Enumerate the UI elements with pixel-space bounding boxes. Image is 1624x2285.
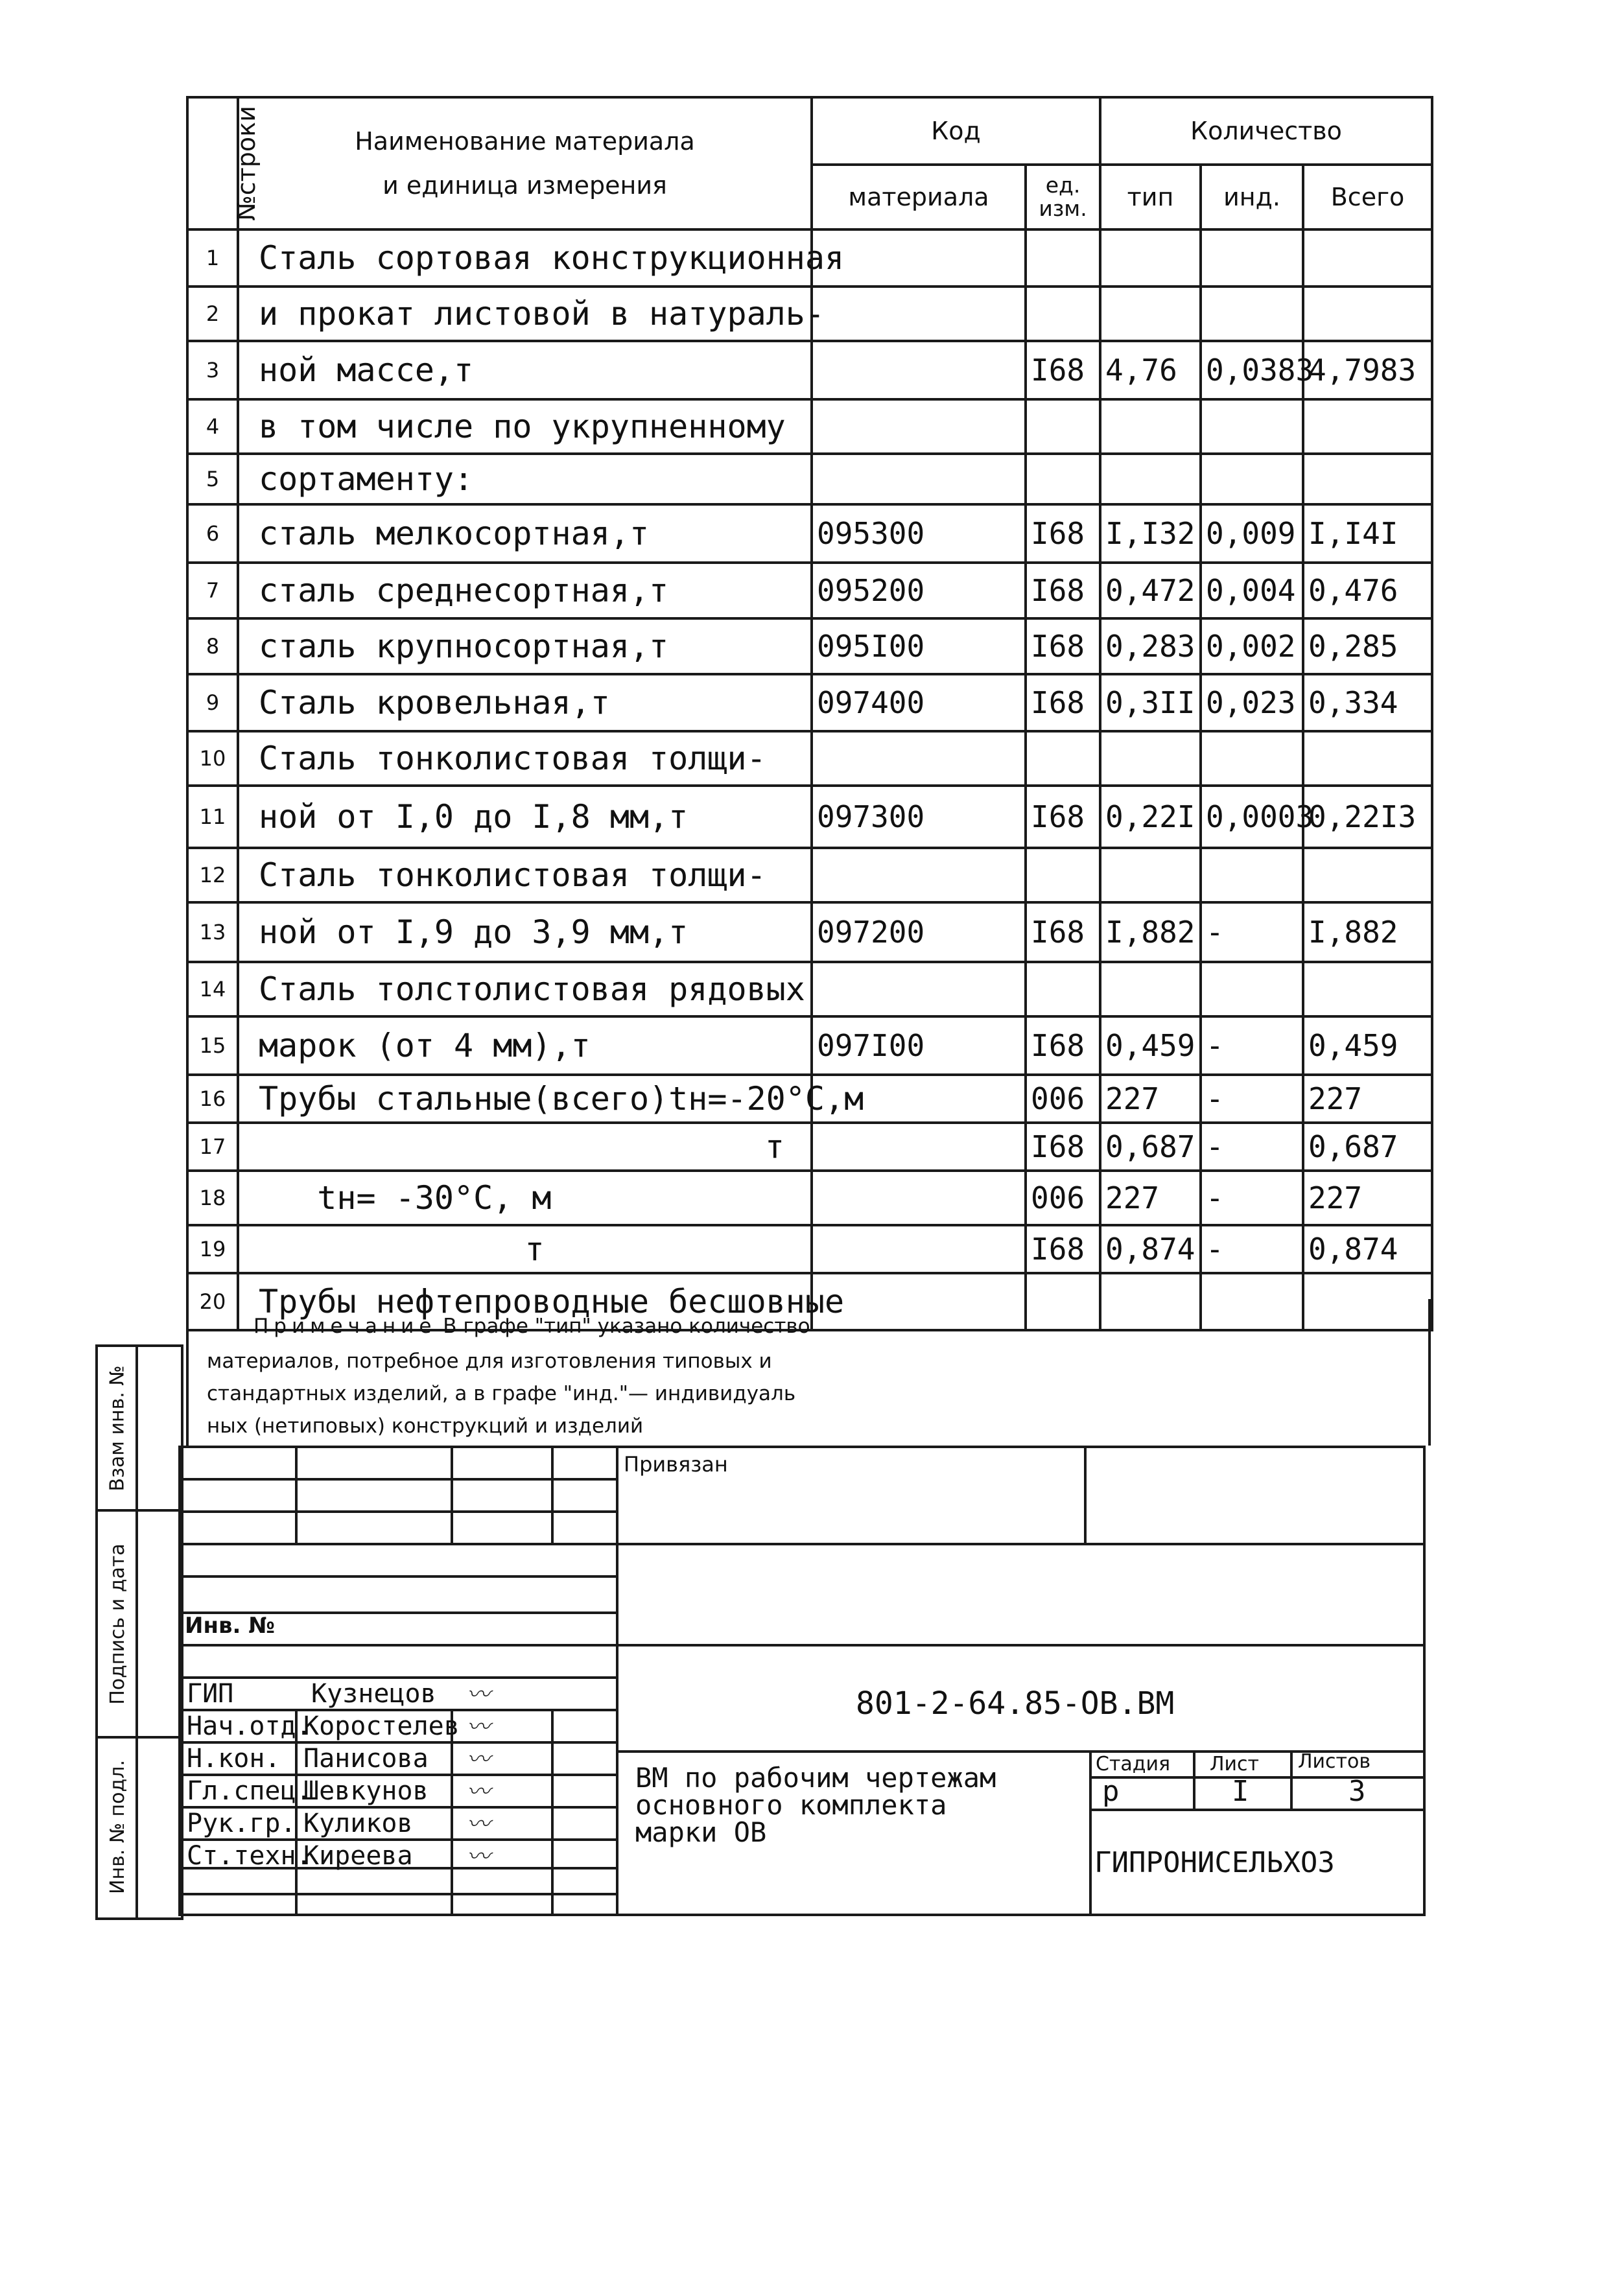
unit-code-cell bbox=[1026, 454, 1100, 504]
quantity-typ-cell: 227 bbox=[1100, 1075, 1201, 1123]
material-name-cell: сталь мелкосортная,т bbox=[238, 504, 812, 563]
row-number-cell: 2 bbox=[187, 287, 238, 341]
unit-code-cell bbox=[1026, 962, 1100, 1016]
quantity-ind-cell: 0,009 bbox=[1201, 504, 1303, 563]
material-name-cell: ной массе,т bbox=[238, 341, 812, 399]
table-row bbox=[187, 1123, 1432, 1171]
material-name-cell: Сталь тонколистовая толщи- bbox=[238, 848, 812, 902]
material-code-cell bbox=[812, 962, 1026, 1016]
material-name-cell: Сталь тонколистовая толщи- bbox=[238, 731, 812, 786]
material-code-cell bbox=[812, 731, 1026, 786]
quantity-typ-cell bbox=[1100, 962, 1201, 1016]
row-number-cell: 6 bbox=[187, 504, 238, 563]
staff-role: ГИП bbox=[187, 1679, 234, 1709]
staff-name: Кузнецов bbox=[311, 1679, 436, 1709]
signature-mark: 〰 bbox=[467, 1682, 491, 1708]
unit-code-cell: I68 bbox=[1026, 618, 1100, 674]
quantity-ind-cell: 0,023 bbox=[1201, 674, 1303, 731]
table-row bbox=[187, 287, 1432, 341]
material-code-cell: 095300 bbox=[812, 504, 1026, 563]
quantity-typ-cell: 4,76 bbox=[1100, 341, 1201, 399]
signature-mark: 〰 bbox=[467, 1746, 491, 1773]
document-title-line-2: основного комплекта bbox=[635, 1789, 947, 1821]
row-number-cell: 11 bbox=[187, 786, 238, 848]
quantity-ind-cell bbox=[1201, 731, 1303, 786]
unit-code-cell bbox=[1026, 848, 1100, 902]
quantity-total-cell: 0,874 bbox=[1303, 1225, 1432, 1273]
note-line-3: стандартных изделий, а в графе "инд."— индивидуаль bbox=[207, 1382, 796, 1405]
unit-code-cell bbox=[1026, 399, 1100, 454]
table-row bbox=[187, 902, 1432, 962]
unit-code-cell: I68 bbox=[1026, 1123, 1100, 1171]
materials-table bbox=[186, 96, 1433, 1331]
quantity-ind-cell: - bbox=[1201, 902, 1303, 962]
quantity-ind-cell bbox=[1201, 962, 1303, 1016]
material-code-cell: 097400 bbox=[812, 674, 1026, 731]
table-row bbox=[187, 962, 1432, 1016]
quantity-total-cell: 0,687 bbox=[1303, 1123, 1432, 1171]
row-number-cell: 17 bbox=[187, 1123, 238, 1171]
staff-name: Панисова bbox=[303, 1744, 429, 1774]
quantity-total-cell: 227 bbox=[1303, 1075, 1432, 1123]
quantity-ind-cell: - bbox=[1201, 1225, 1303, 1273]
unit-code-cell bbox=[1026, 229, 1100, 287]
material-name-cell: Трубы стальные(всего)tн=-20°С,м bbox=[238, 1075, 812, 1123]
quantity-total-cell bbox=[1303, 848, 1432, 902]
quantity-typ-cell: 0,874 bbox=[1100, 1225, 1201, 1273]
quantity-typ-cell: 0,22I bbox=[1100, 786, 1201, 848]
quantity-typ-cell bbox=[1100, 731, 1201, 786]
quantity-typ-cell: 0,687 bbox=[1100, 1123, 1201, 1171]
material-code-cell bbox=[812, 1123, 1026, 1171]
header-quantity-total: Всего bbox=[1303, 165, 1432, 229]
quantity-total-cell: 4,7983 bbox=[1303, 341, 1432, 399]
quantity-typ-cell bbox=[1100, 454, 1201, 504]
table-row bbox=[187, 1075, 1432, 1123]
unit-code-cell: I68 bbox=[1026, 1225, 1100, 1273]
material-code-cell bbox=[812, 454, 1026, 504]
row-number-cell: 1 bbox=[187, 229, 238, 287]
document-code: 801-2-64.85-ОВ.ВМ bbox=[856, 1685, 1175, 1722]
note-line-1-text: В графе "тип" указано количество bbox=[436, 1315, 810, 1338]
signature-mark: 〰 bbox=[467, 1779, 491, 1805]
material-code-cell bbox=[812, 848, 1026, 902]
quantity-total-cell bbox=[1303, 731, 1432, 786]
side-strip bbox=[95, 1344, 183, 1920]
row-number-cell: 4 bbox=[187, 399, 238, 454]
quantity-ind-cell bbox=[1201, 848, 1303, 902]
table-row bbox=[187, 504, 1432, 563]
quantity-total-cell bbox=[1303, 287, 1432, 341]
stage-label: Стадия bbox=[1096, 1753, 1171, 1775]
unit-code-cell: I68 bbox=[1026, 786, 1100, 848]
quantity-ind-cell bbox=[1201, 399, 1303, 454]
table-row bbox=[187, 454, 1432, 504]
table-row bbox=[187, 786, 1432, 848]
table-row bbox=[187, 848, 1432, 902]
quantity-typ-cell: I,I32 bbox=[1100, 504, 1201, 563]
document-title-line-3: марки ОВ bbox=[635, 1816, 767, 1848]
quantity-total-cell: I,I4I bbox=[1303, 504, 1432, 563]
row-number-cell: 5 bbox=[187, 454, 238, 504]
material-name-cell: ной от I,0 до I,8 мм,т bbox=[238, 786, 812, 848]
quantity-total-cell: 0,476 bbox=[1303, 563, 1432, 618]
header-quantity-ind: инд. bbox=[1201, 165, 1303, 229]
header-quantity-typ: тип bbox=[1100, 165, 1201, 229]
quantity-ind-cell: - bbox=[1201, 1075, 1303, 1123]
quantity-total-cell: 227 bbox=[1303, 1171, 1432, 1225]
material-name-cell: сталь крупносортная,т bbox=[238, 618, 812, 674]
unit-code-cell: I68 bbox=[1026, 1016, 1100, 1075]
material-name-cell: т bbox=[238, 1225, 812, 1273]
quantity-typ-cell: 227 bbox=[1100, 1171, 1201, 1225]
table-row bbox=[187, 229, 1432, 287]
note-line-2: материалов, потребное для изготовления типовых и bbox=[207, 1350, 772, 1373]
quantity-ind-cell bbox=[1201, 454, 1303, 504]
material-name-cell: марок (от 4 мм),т bbox=[238, 1016, 812, 1075]
quantity-total-cell bbox=[1303, 454, 1432, 504]
quantity-typ-cell: I,882 bbox=[1100, 902, 1201, 962]
material-code-cell: 097200 bbox=[812, 902, 1026, 962]
sheet-label: Лист bbox=[1210, 1753, 1260, 1775]
quantity-ind-cell: - bbox=[1201, 1016, 1303, 1075]
quantity-total-cell: I,882 bbox=[1303, 902, 1432, 962]
material-name-cell: и прокат листовой в натураль- bbox=[238, 287, 812, 341]
material-code-cell: 097I00 bbox=[812, 1016, 1026, 1075]
quantity-typ-cell bbox=[1100, 848, 1201, 902]
quantity-typ-cell: 0,472 bbox=[1100, 563, 1201, 618]
signature-mark: 〰 bbox=[467, 1811, 491, 1838]
quantity-total-cell: 0,459 bbox=[1303, 1016, 1432, 1075]
material-code-cell bbox=[812, 1171, 1026, 1225]
header-code: Код bbox=[812, 97, 1100, 165]
table-row bbox=[187, 618, 1432, 674]
sheets-value: 3 bbox=[1348, 1775, 1366, 1808]
header-material-name: Наименование материала и единица измерения bbox=[238, 97, 812, 229]
unit-code-cell: I68 bbox=[1026, 563, 1100, 618]
table-row bbox=[187, 563, 1432, 618]
staff-name: Киреева bbox=[303, 1841, 413, 1871]
unit-code-cell: I68 bbox=[1026, 341, 1100, 399]
row-number-cell: 18 bbox=[187, 1171, 238, 1225]
table-row bbox=[187, 1225, 1432, 1273]
material-code-cell bbox=[812, 1225, 1026, 1273]
unit-code-cell: I68 bbox=[1026, 674, 1100, 731]
table-row bbox=[187, 674, 1432, 731]
row-number-cell: 8 bbox=[187, 618, 238, 674]
staff-name: Коростелев bbox=[303, 1711, 460, 1741]
unit-code-cell: 006 bbox=[1026, 1075, 1100, 1123]
unit-code-cell: I68 bbox=[1026, 902, 1100, 962]
quantity-typ-cell bbox=[1100, 399, 1201, 454]
material-code-cell bbox=[812, 287, 1026, 341]
material-code-cell bbox=[812, 341, 1026, 399]
table-row bbox=[187, 1016, 1432, 1075]
row-number-cell: 20 bbox=[187, 1273, 238, 1330]
quantity-ind-cell: - bbox=[1201, 1123, 1303, 1171]
stage-value: р bbox=[1102, 1775, 1120, 1808]
header-row-number: №строки bbox=[187, 97, 238, 229]
row-number-cell: 7 bbox=[187, 563, 238, 618]
material-code-cell bbox=[812, 399, 1026, 454]
inv-number-label: Инв. № bbox=[185, 1613, 276, 1639]
quantity-ind-cell: 0,0003 bbox=[1201, 786, 1303, 848]
table-row bbox=[187, 341, 1432, 399]
material-name-cell: в том числе по укрупненному bbox=[238, 399, 812, 454]
side-label-vzam: Взам инв. № bbox=[106, 1365, 129, 1492]
unit-code-cell bbox=[1026, 287, 1100, 341]
quantity-total-cell: 0,334 bbox=[1303, 674, 1432, 731]
material-name-cell: tн= -30°С, м bbox=[238, 1171, 812, 1225]
quantity-ind-cell: 0,002 bbox=[1201, 618, 1303, 674]
staff-role: Ст.техн. bbox=[187, 1841, 312, 1871]
note-line-4: ных (нетиповых) конструкций и изделий bbox=[207, 1414, 644, 1438]
side-label-signature-date: Подпись и дата bbox=[106, 1543, 129, 1705]
quantity-total-cell bbox=[1303, 962, 1432, 1016]
side-label-inv-original: Инв. № подл. bbox=[106, 1759, 129, 1894]
organization-name: ГИПРОНИСЕЛЬХОЗ bbox=[1094, 1846, 1335, 1879]
unit-code-cell: 006 bbox=[1026, 1171, 1100, 1225]
quantity-typ-cell: 0,459 bbox=[1100, 1016, 1201, 1075]
row-number-cell: 16 bbox=[187, 1075, 238, 1123]
quantity-typ-cell: 0,3II bbox=[1100, 674, 1201, 731]
note-block bbox=[186, 1299, 1431, 1446]
table-row bbox=[187, 731, 1432, 786]
quantity-total-cell: 0,22I3 bbox=[1303, 786, 1432, 848]
row-number-cell: 12 bbox=[187, 848, 238, 902]
quantity-typ-cell: 0,283 bbox=[1100, 618, 1201, 674]
material-name-cell: Сталь сортовая конструкционная bbox=[238, 229, 812, 287]
signature-mark: 〰 bbox=[467, 1844, 491, 1870]
document-title-line-1: ВМ по рабочим чертежам bbox=[635, 1762, 996, 1794]
table-row bbox=[187, 1171, 1432, 1225]
quantity-ind-cell bbox=[1201, 229, 1303, 287]
material-code-cell: 095200 bbox=[812, 563, 1026, 618]
table-row bbox=[187, 399, 1432, 454]
row-number-cell: 3 bbox=[187, 341, 238, 399]
row-number-cell: 10 bbox=[187, 731, 238, 786]
note-line-1 bbox=[253, 1315, 810, 1338]
sheets-label: Листов bbox=[1298, 1750, 1371, 1773]
staff-role: Н.кон. bbox=[187, 1744, 281, 1774]
material-name-cell: Трубы нефтепроводные бесшовные bbox=[238, 1273, 812, 1330]
material-name-cell: сталь среднесортная,т bbox=[238, 563, 812, 618]
quantity-total-cell bbox=[1303, 399, 1432, 454]
row-number-cell: 15 bbox=[187, 1016, 238, 1075]
row-number-cell: 19 bbox=[187, 1225, 238, 1273]
staff-role: Нач.отд. bbox=[187, 1711, 312, 1741]
material-name-cell: сортаменту: bbox=[238, 454, 812, 504]
quantity-ind-cell: 0,004 bbox=[1201, 563, 1303, 618]
document-title bbox=[635, 1764, 996, 1846]
row-number-cell: 13 bbox=[187, 902, 238, 962]
header-quantity: Количество bbox=[1100, 97, 1432, 165]
staff-role: Гл.спец. bbox=[187, 1776, 312, 1806]
note-label: Примечание bbox=[253, 1315, 437, 1338]
material-code-cell: 095I00 bbox=[812, 618, 1026, 674]
row-number-cell: 14 bbox=[187, 962, 238, 1016]
material-code-cell: 097300 bbox=[812, 786, 1026, 848]
quantity-typ-cell bbox=[1100, 229, 1201, 287]
quantity-total-cell bbox=[1303, 229, 1432, 287]
quantity-ind-cell: - bbox=[1201, 1171, 1303, 1225]
privyazan-label: Привязан bbox=[624, 1452, 728, 1477]
material-name-cell: Сталь кровельная,т bbox=[238, 674, 812, 731]
material-name-cell: Сталь толстолистовая рядовых bbox=[238, 962, 812, 1016]
material-name-cell: т bbox=[238, 1123, 812, 1171]
sheet-value: I bbox=[1232, 1775, 1249, 1808]
header-code-unit: ед. изм. bbox=[1026, 165, 1100, 229]
signature-mark: 〰 bbox=[467, 1714, 491, 1740]
staff-role: Рук.гр. bbox=[187, 1809, 296, 1838]
unit-code-cell bbox=[1026, 731, 1100, 786]
quantity-total-cell: 0,285 bbox=[1303, 618, 1432, 674]
row-number-cell: 9 bbox=[187, 674, 238, 731]
quantity-typ-cell bbox=[1100, 287, 1201, 341]
header-code-material: материала bbox=[812, 165, 1026, 229]
staff-name: Куликов bbox=[303, 1809, 413, 1838]
material-name-cell: ной от I,9 до 3,9 мм,т bbox=[238, 902, 812, 962]
unit-code-cell: I68 bbox=[1026, 504, 1100, 563]
quantity-ind-cell bbox=[1201, 287, 1303, 341]
quantity-ind-cell: 0,0383 bbox=[1201, 341, 1303, 399]
staff-name: Шевкунов bbox=[303, 1776, 429, 1806]
